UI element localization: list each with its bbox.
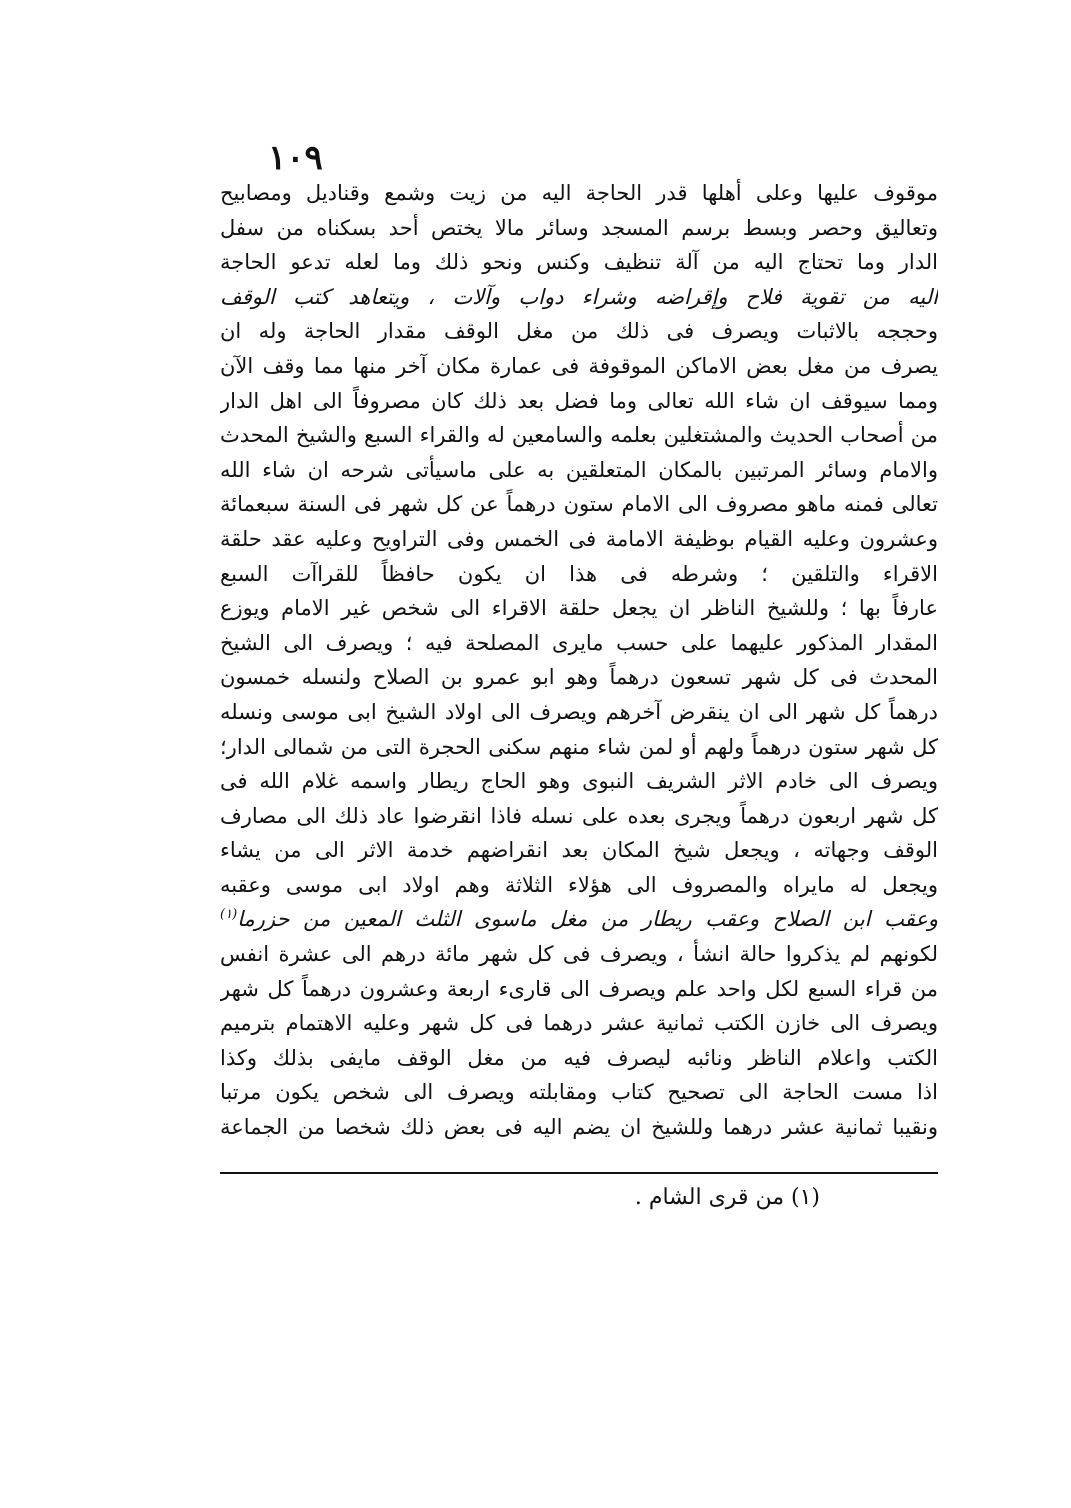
text-line: ويصرف الى خادم الاثر الشريف النبوى وهو الحاج ريطار واسمه غلام الله فى [220, 769, 938, 794]
main-text-block [220, 176, 938, 1145]
text-line-content: وعقب ابن الصلاح وعقب ريطار من مغل ماسوى الثلث المعين من حزرما [237, 907, 938, 932]
text-line: وعشرون وعليه القيام بوظيفة الامامة فى الخمس وفى التراويح وعليه عقد حلقة [220, 526, 938, 551]
text-line: ومما سيوقف ان شاء الله تعالى وما فضل بعد ذلك كان مصروفاً الى اهل الدار [220, 388, 938, 413]
text-line: تعالى فمنه ماهو مصروف الى الامام ستون درهماً عن كل شهر فى السنة سبعمائة [220, 492, 938, 517]
text-line: وتعاليق وحصر وبسط برسم المسجد وسائر مالا يختص أحد بسكناه من سفل [220, 215, 938, 240]
text-line: عارفاً بها ؛ وللشيخ الناظر ان يجعل حلقة الاقراء الى شخص غير الامام ويوزع [220, 596, 938, 621]
text-line: موقوف عليها وعلى أهلها قدر الحاجة اليه من زيت وشمع وقناديل ومصابيح [220, 181, 938, 205]
text-line: والامام وسائر المرتبين بالمكان المتعلقين به على ماسيأتى شرحه ان شاء الله [220, 457, 938, 482]
text-line: الكتب واعلام الناظر ونائبه ليصرف فيه من مغل الوقف مايفى بذلك وكذا [220, 1045, 938, 1070]
text-line: المحدث فى كل شهر تسعون درهماً وهو ابو عمرو بن الصلاح ولنسله خمسون [220, 665, 938, 690]
footnote: (١) من قرى الشام . [634, 1185, 820, 1210]
footnote-divider [220, 1172, 938, 1174]
text-line: المقدار المذكور عليهما على حسب مايرى المصلحة فيه ؛ ويصرف الى الشيخ [220, 630, 938, 655]
text-line: الوقف وجهاته ، ويجعل شيخ المكان بعد انقراضهم خدمة الاثر الى من يشاء [220, 838, 938, 863]
text-line: كل شهر ستون درهماً ولهم أو لمن شاء منهم سكنى الحجرة التى من شمالى الدار؛ [220, 734, 938, 759]
text-line: من أصحاب الحديث والمشتغلين بعلمه والسامعين له والقراء السبع والشيخ المحدث [220, 423, 938, 448]
text-line: ويصرف الى خازن الكتب ثمانية عشر درهما فى كل شهر وعليه الاهتمام بترميم [220, 1011, 938, 1036]
text-line: كل شهر اربعون درهماً ويجرى بعده على نسله فاذا انقرضوا عاد ذلك الى مصارف [220, 803, 938, 828]
text-line: الدار وما تحتاج اليه من آلة تنظيف وكنس ونحو ذلك وما لعله تدعو الحاجة [220, 250, 938, 275]
text-line: الاقراء والتلقين ؛ وشرطه فى هذا ان يكون حافظاً للقراآت السبع [220, 561, 938, 586]
footnote-marker: (١) [220, 907, 238, 923]
text-line: درهماً كل شهر الى ان ينقرض آخرهم ويصرف الى اولاد الشيخ ابى موسى ونسله [220, 699, 938, 724]
text-line-with-footnote [220, 902, 938, 937]
text-line: ويجعل له مايراه والمصروف الى هؤلاء الثلاثة وهم اولاد ابى موسى وعقبه [220, 872, 938, 897]
text-line: يصرف من مغل بعض الاماكن الموقوفة فى عمارة مكان آخر منها مما وقف الآن [220, 353, 938, 378]
text-line: ونقيبا ثمانية عشر درهما وللشيخ ان يضم اليه فى بعض ذلك شخصا من الجماعة [220, 1115, 938, 1140]
text-line: اذا مست الحاجة الى تصحيح كتاب ومقابلته ويصرف الى شخص يكون مرتبا [220, 1080, 938, 1105]
text-line: لكونهم لم يذكروا حالة انشأ ، ويصرف فى كل شهر مائة درهم الى عشرة انفس [220, 942, 938, 967]
text-line: وحججه بالاثبات ويصرف فى ذلك من مغل الوقف مقدار الحاجة وله ان [220, 319, 938, 344]
text-line: من قراء السبع لكل واحد علم ويصرف الى قارىء اربعة وعشرون درهماً كل شهر [220, 976, 938, 1001]
page-number: ١٠٩ [268, 138, 323, 178]
text-line: اليه من تقوية فلاح وإقراضه وشراء دواب وآلات ، ويتعاهد كتب الوقف [220, 284, 938, 309]
